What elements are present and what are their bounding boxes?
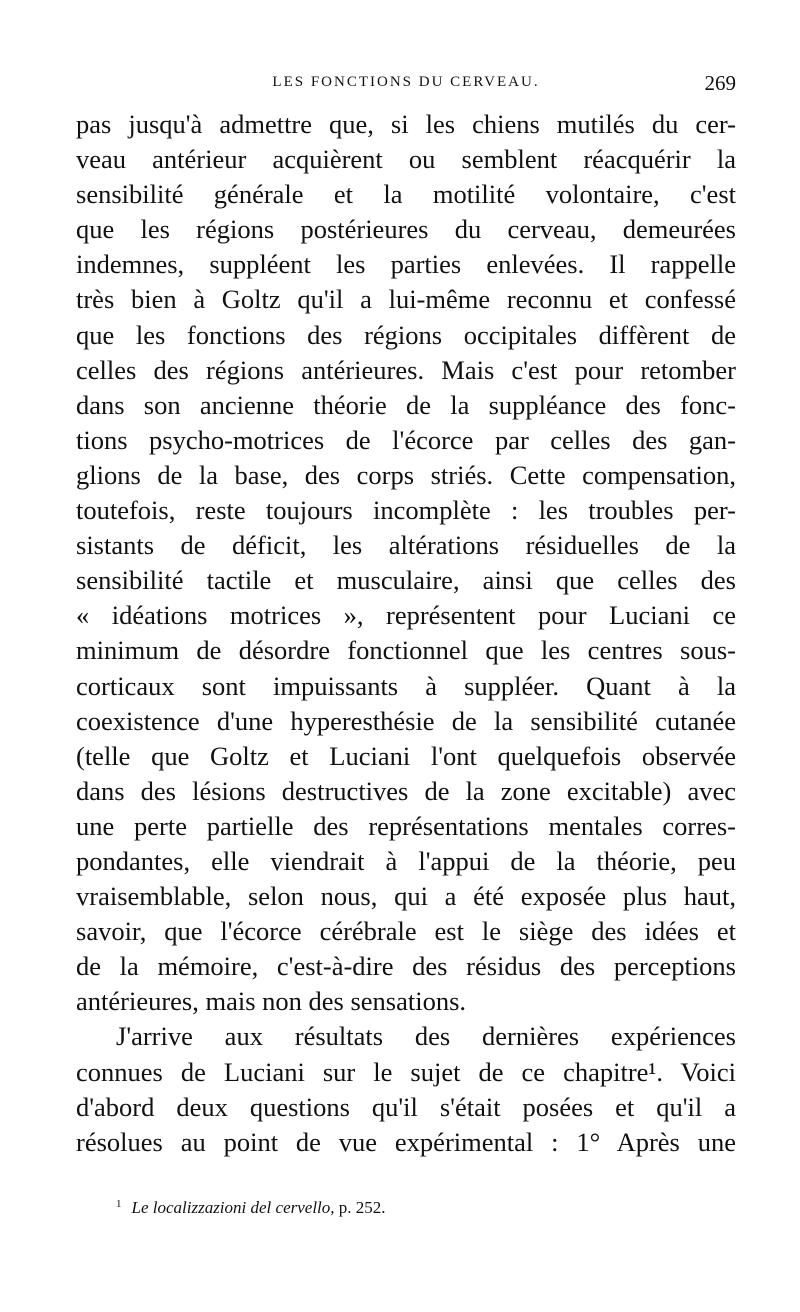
text-line: d'abord deux questions qu'il s'était posées et qu'il a <box>76 1091 736 1122</box>
text-line: celles des régions antérieures. Mais c'est pour retomber <box>76 354 736 385</box>
text-line: tions psycho-motrices de l'écorce par celles des gan- <box>76 424 736 455</box>
text-line: minimum de désordre fonctionnel que les centres sous- <box>76 635 736 666</box>
text-line: pas jusqu'à admettre que, si les chiens mutilés du cer- <box>76 109 736 139</box>
footnote-page-ref: p. 252. <box>338 1198 386 1217</box>
text-line: dans son ancienne théorie de la suppléance des fonc- <box>76 389 736 420</box>
text-line: toutefois, reste toujours incomplète : les troubles per- <box>76 495 736 526</box>
text-line: sensibilité générale et la motilité volontaire, c'est <box>76 179 736 210</box>
text-line: une perte partielle des représentations mentales corres- <box>76 810 736 841</box>
footnote-title: Le localizzazioni del cervello, <box>131 1198 335 1217</box>
text-line: de la mémoire, c'est-à-dire des résidus des perceptions <box>76 951 736 982</box>
text-line: vraisemblable, selon nous, qui a été exposée plus haut, <box>76 881 736 912</box>
text-line: sensibilité tactile et musculaire, ainsi que celles des <box>76 565 736 596</box>
footnote <box>116 1198 386 1218</box>
text-line: pondantes, elle viendrait à l'appui de la théorie, peu <box>76 845 736 876</box>
text-line: sistants de déficit, les altérations résiduelles de la <box>76 530 736 561</box>
text-line: résolues au point de vue expérimental : 1° Après une <box>76 1126 736 1157</box>
text-line: veau antérieur acquièrent ou semblent réacquérir la <box>76 144 736 175</box>
text-line: connues de Luciani sur le sujet de ce chapitre¹. Voici <box>76 1056 736 1087</box>
text-line: que les régions postérieures du cerveau, demeurées <box>76 214 736 245</box>
running-title: LES FONCTIONS DU CERVEAU. <box>272 74 540 90</box>
text-line: savoir, que l'écorce cérébrale est le siège des idées et <box>76 916 736 947</box>
body-text <box>76 107 736 1160</box>
text-line: antérieures, mais non des sensations. <box>76 986 467 1017</box>
text-line: coexistence d'une hyperesthésie de la sensibilité cutanée <box>76 705 736 736</box>
text-line: indemnes, suppléent les parties enlevées. Il rappelle <box>76 249 736 280</box>
page-number: 269 <box>704 71 736 95</box>
text-line: glions de la base, des corps striés. Cette compensation, <box>76 459 736 490</box>
text-line: que les fonctions des régions occipitales diffèrent de <box>76 319 736 350</box>
text-line: (telle que Goltz et Luciani l'ont quelquefois observée <box>76 740 736 771</box>
text-line: corticaux sont impuissants à suppléer. Quant à la <box>76 670 736 701</box>
text-line: « idéations motrices », représentent pour Luciani ce <box>76 600 736 631</box>
running-header <box>76 71 736 100</box>
text-line: dans des lésions destructives de la zone excitable) avec <box>76 775 736 806</box>
text-line: très bien à Goltz qu'il a lui-même reconnu et confessé <box>76 284 736 315</box>
footnote-marker: 1 <box>116 1198 122 1210</box>
text-line: J'arrive aux résultats des dernières expériences <box>116 1021 736 1052</box>
